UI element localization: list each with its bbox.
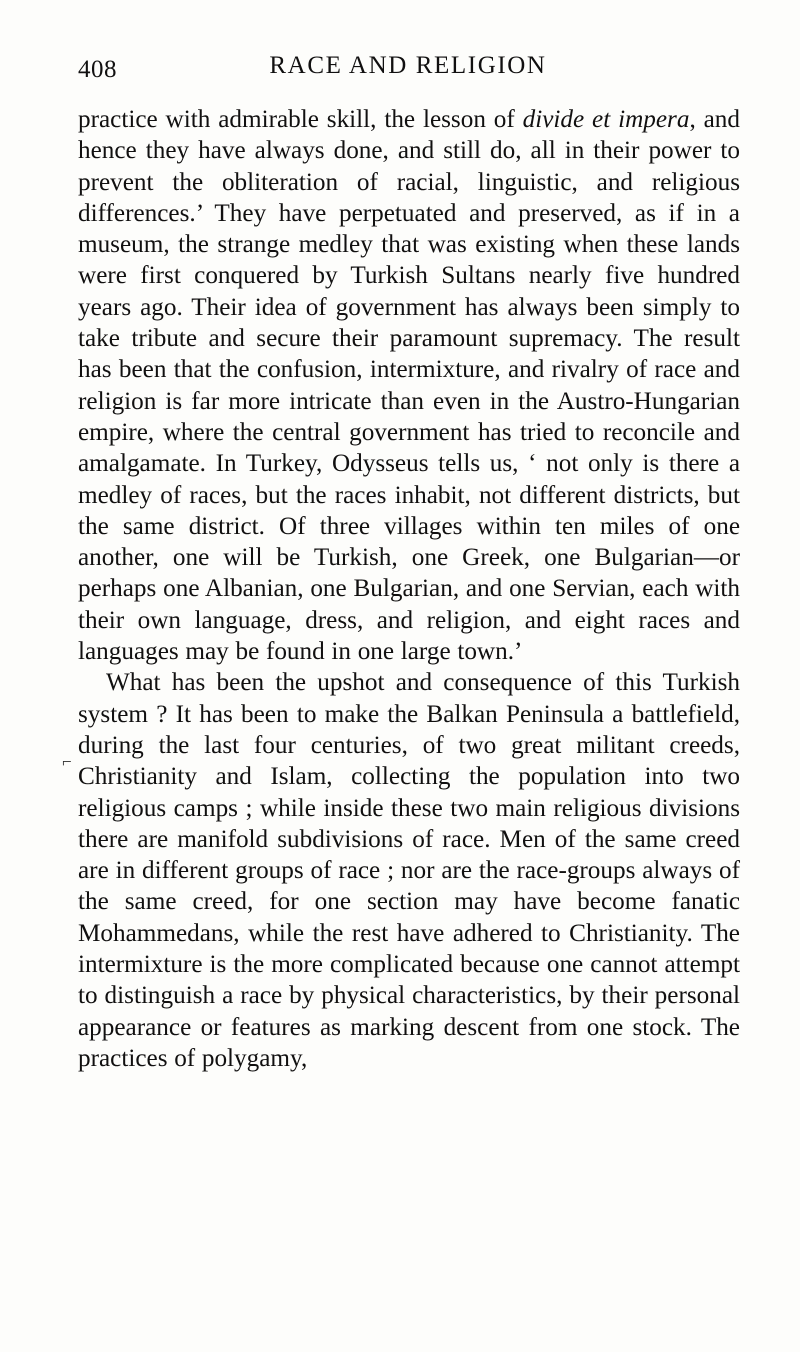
paragraph-1-text-b: , and hence they have always done, and still do, all in their power to prevent the obliteration of racial, linguistic, and religious differences.’ They have perpetuated and preserved, as if in a museum, the strange medley that was existing when these lands were first conquered by Turkish Sultans nearly five hundred years ago. Their idea of government has always been simply to take tribute and secure their paramount supremacy. The result has been that the confusion, intermixture, and rivalry of race and religion is far more intricate than even in the Austro-Hungarian empire, where the central government has tried to reconcile and amalgamate. In Turkey, Odysseus tells us, ‘ not only is there a medley of races, but the races inhabit, not different districts, but the same district. Of three villages within ten miles of one another, one will be Turkish, one Greek, one Bulgarian—or perhaps one Albanian, one Bulgarian, and one Servian, each with their own language, dress, and religion, and eight races and languages may be found in one large town.’ <box>78 106 740 666</box>
page-header <box>78 52 738 86</box>
page-body <box>78 104 740 1074</box>
paragraph-1-text-a: practice with admirable skill, the lesson of <box>78 106 523 133</box>
page-number: 408 <box>78 56 117 83</box>
paragraph-1-italic: divide et impera <box>522 106 690 133</box>
running-head: RACE AND RELIGION <box>269 52 547 79</box>
marginal-mark: ⌐ <box>62 752 72 771</box>
paragraph-2: What has been the upshot and consequence of this Turkish system ? It has been to make the Balkan Peninsula a battlefield, during the last four centuries, of two great militant creeds, Christianity and Islam, collecting the population into two religious camps ; while inside these two main religious divisions there are manifold subdivisions of race. Men of the same creed are in different groups of race ; nor are the race-groups always of the same creed, for one section may have become fanatic Mohammedans, while the rest have adhered to Christianity. The intermixture is the more complicated because one cannot attempt to distinguish a race by physical characteristics, by their personal appearance or features as marking descent from one stock. The practices of polygamy, <box>78 669 740 1072</box>
paragraph-1 <box>78 104 740 667</box>
